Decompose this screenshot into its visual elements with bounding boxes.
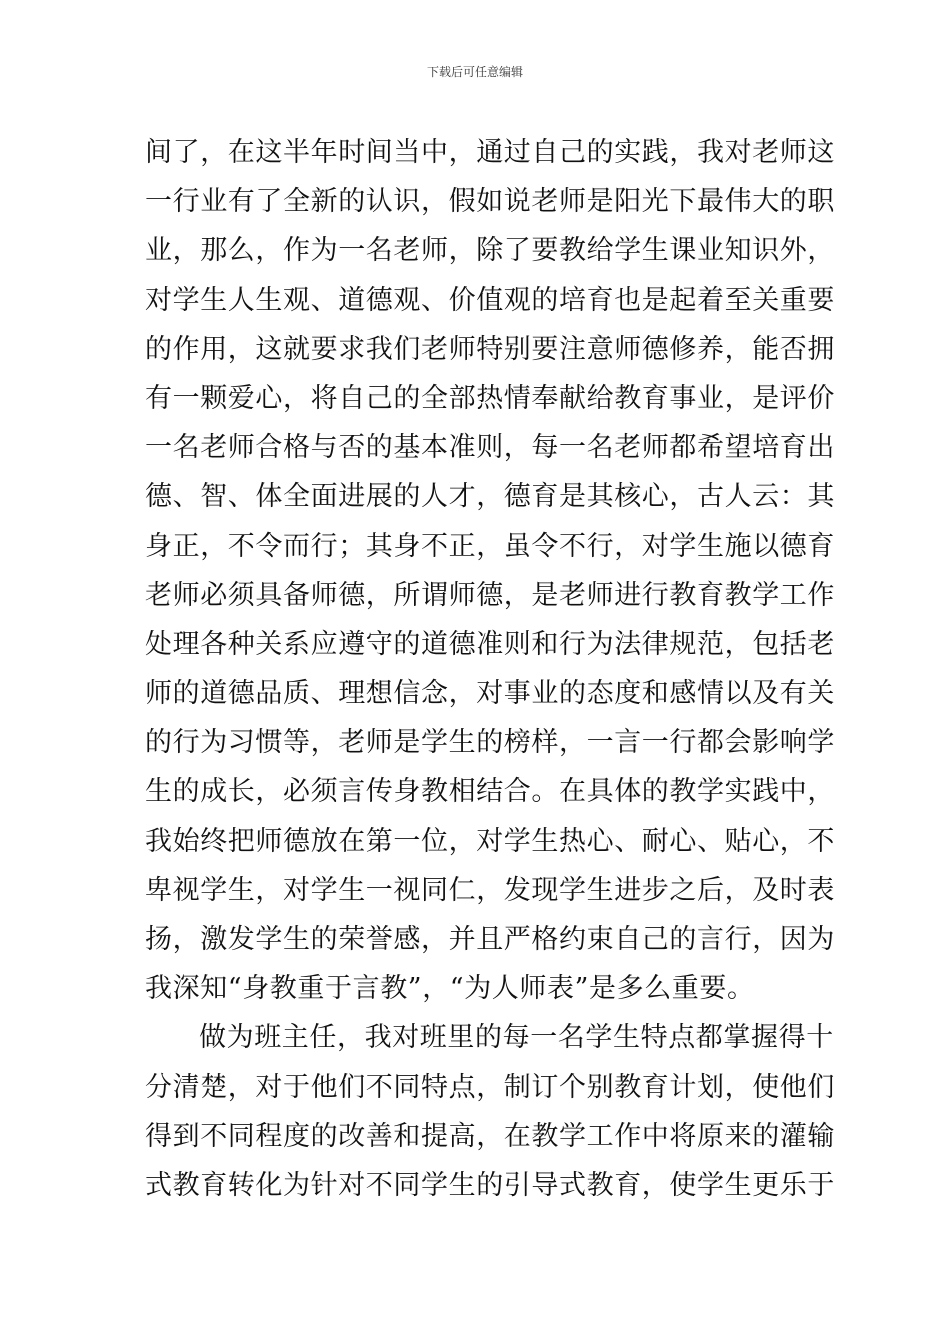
text-line: 式教育转化为针对不同学生的引导式教育，使学生更乐于 bbox=[145, 1169, 835, 1201]
text-line: 有一颗爱心，将自己的全部热情奉献给教育事业，是评价 bbox=[145, 382, 835, 414]
text-line: 身正，不令而行；其身不正，虽令不行，对学生施以德育 bbox=[145, 530, 835, 562]
text-line: 分清楚，对于他们不同特点，制订个别教育计划，使他们 bbox=[145, 1071, 835, 1103]
paragraph-2 bbox=[145, 1013, 835, 1210]
text-line: 我深知“身教重于言教”，“为人师表”是多么重要。 bbox=[145, 973, 755, 1005]
text-line: 处理各种关系应遵守的道德准则和行为法律规范，包括老 bbox=[145, 628, 835, 660]
text-line: 生的成长，必须言传身教相结合。在具体的教学实践中， bbox=[145, 776, 835, 808]
text-line: 的行为习惯等，老师是学生的榜样，一言一行都会影响学 bbox=[145, 727, 835, 759]
document-body bbox=[145, 128, 835, 1210]
text-line: 扬，激发学生的荣誉感，并且严格约束自己的言行，因为 bbox=[145, 924, 835, 955]
text-line: 业，那么，作为一名老师，除了要教给学生课业知识外， bbox=[145, 235, 835, 267]
text-line: 一名老师合格与否的基本准则，每一名老师都希望培育出 bbox=[145, 432, 835, 464]
text-line: 师的道德品质、理想信念，对事业的态度和感情以及有关 bbox=[145, 678, 835, 710]
text-line: 的作用，这就要求我们老师特别要注意师德修养，能否拥 bbox=[145, 333, 835, 365]
text-line: 我始终把师德放在第一位，对学生热心、耐心、贴心，不 bbox=[145, 825, 835, 857]
text-line-indented: 做为班主任，我对班里的每一名学生特点都掌握得十 bbox=[199, 1022, 834, 1054]
text-line: 间了，在这半年时间当中，通过自己的实践，我对老师这 bbox=[145, 137, 835, 168]
text-line: 得到不同程度的改善和提高，在教学工作中将原来的灌输 bbox=[145, 1120, 835, 1152]
paragraph-1 bbox=[145, 128, 835, 1013]
text-line: 老师必须具备师德，所谓师德，是老师进行教育教学工作 bbox=[145, 579, 835, 611]
text-line: 德、智、体全面进展的人才，德育是其核心，古人云：其 bbox=[145, 481, 835, 513]
text-line: 对学生人生观、道德观、价值观的培育也是起着至关重要 bbox=[145, 284, 835, 316]
page-header: 下载后可任意编辑 bbox=[426, 65, 523, 79]
text-line: 一行业有了全新的认识，假如说老师是阳光下最伟大的职 bbox=[145, 186, 835, 218]
text-line: 卑视学生，对学生一视同仁，发现学生进步之后，及时表 bbox=[145, 874, 835, 906]
